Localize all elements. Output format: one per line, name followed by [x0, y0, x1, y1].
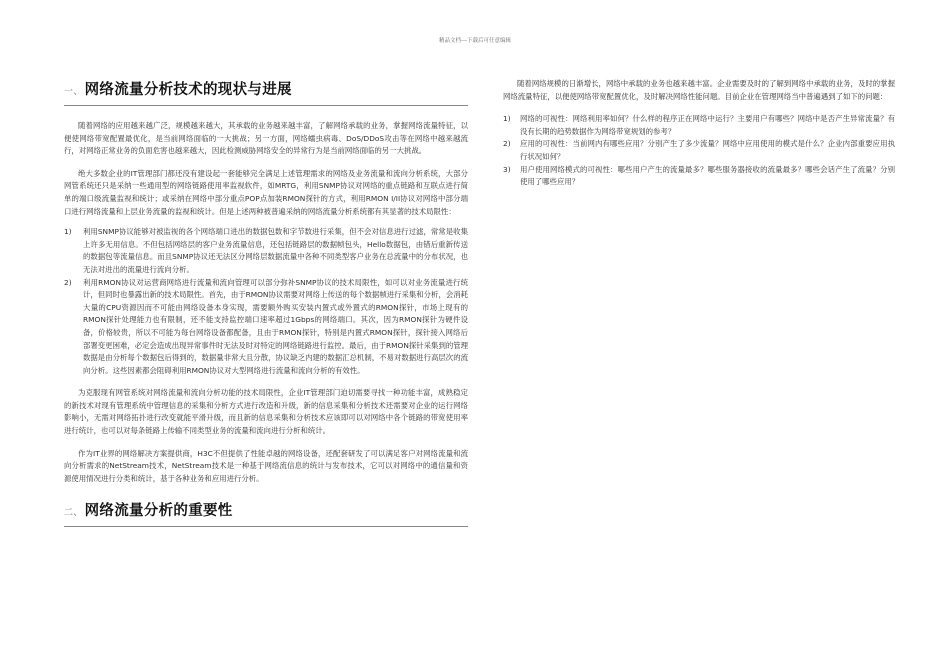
list-marker: 2) — [64, 277, 72, 287]
section-2-number: 二、 — [64, 508, 83, 519]
left-column — [64, 78, 468, 527]
list-item-text: 应用的可视性：当前网内有哪些应用？分别产生了多少流量？网络中应用使用的模式是什么？企业内部重要应用执行状况如何？ — [520, 139, 895, 161]
list-item — [64, 226, 468, 276]
section-1-paragraph-4: 作为IT业界的网络解决方案提供商，H3C不但提供了性能卓越的网络设备，还配套研发了可以满足客户对网络流量和流向分析需求的NetStream技术，NetStream技术是一种基于网络流信息的统计与发布技术，它可以对网络中的通信量和资源使用情况进行分类和统计，基于各种业务和应用进行分析。 — [64, 448, 468, 483]
section-1-heading — [64, 78, 468, 106]
list-item — [503, 113, 895, 138]
list-item-text: 网络的可视性：网络利用率如何？什么样的程序正在网络中运行？主要用户有哪些？网络中是否产生异常流量？有没有长期的趋势数据作为网络带宽规划的参考？ — [520, 114, 895, 136]
section-2-title: 网络流量分析的重要性 — [84, 503, 233, 520]
section-1-title: 网络流量分析技术的现状与进展 — [84, 82, 292, 98]
list-item — [503, 164, 895, 189]
right-paragraph-1: 随着网络规模的日渐增长，网络中承载的业务也越来越丰富。企业需要及时的了解到网络中承载的业务，及时的掌握网络流量特征，以便使网络带宽配置优化，及时解决网络性能问题。目前企业在管理网络当中普遍遇到了如下的问题： — [503, 79, 895, 101]
section-1-paragraph-2: 绝大多数企业的IT管理部门都还没有建设起一套能够完全满足上述管理需求的网络及业务流量和流向分析系统，大部分网管系统还只是采纳一些通用型的网络链路使用率监视软件，如MRTG，利用SNMP协议对网络的重点链路和互联点进行简单的端口级流量监视和统计；或采纳在网络中部分重点POP点加装RMON探针的方式，利用RMON I/II协议对网络中部分端口进行网络流量和上层业务流量的监视和统计。但是上述两种被普遍采纳的网络流量分析系统都有其显著的技术局限性： — [64, 168, 468, 216]
list-item-text: 利用RMON协议对运营商网络进行流量和流向管理可以部分弥补SNMP协议的技术局限性，如可以对业务流量进行统计，但同时也暴露出新的技术局限性。首先，由于RMON协议需要对网络上传送的每个数据帧进行采集和分析，会消耗大量的CPU资源因而不可能由网络设备本身实现，需要额外购买安装内置式或外置式的RMON探针，市场上现有的RMON探针处理能力也有限制，还不能支持监控端口速率超过1Gbps的网络端口。其次，因为RMON探针为硬件设备，价格较贵，所以不可能为每台网络设备都配备，且由于RMON探针，特别是内置式RMON探针，探针接入网络后部署变更困难，必定会造成出现异常事件时无法及时对特定的网络链路进行监控。最后，由于RMON探针采集到的管理数据是由分析每个数据包后得到的，数据量非常大且分散，协议缺乏内建的数据汇总机制，不易对数据进行高层次的流向分析。这些因素都会阻碍利用RMON协议对大型网络进行流量和流向分析的有效性。 — [83, 277, 469, 375]
section-2-heading — [64, 499, 468, 527]
list-marker: 3) — [503, 164, 511, 174]
list-item — [503, 138, 895, 163]
visibility-issues-list — [503, 113, 895, 189]
list-marker: 2) — [503, 139, 511, 149]
section-1-paragraph-3: 为克服现有网管系统对网络流量和流向分析功能的技术局限性，企业IT管理部门迫切需要寻找一种功能丰富，成熟稳定的新技术对现有管理系统中管理信息的采集和分析方式进行改造和升级，新的信息采集和分析技术还需要对企业的运行网络影响小，无需对网络拓扑进行改变就能平滑升级，而且新的信息采集和分析技术应该即可以对网络中各个链路的带宽使用率进行统计，也可以对每条链路上传输不同类型业务的流量和流向进行分析和统计。 — [64, 388, 468, 436]
list-marker: 1) — [64, 227, 72, 237]
list-marker: 1) — [503, 114, 511, 124]
right-column — [503, 78, 895, 189]
section-1-paragraph-1: 随着网络的应用越来越广泛，规模越来越大，其承载的业务越来越丰富，了解网络承载的业务，掌握网络流量特征，以便使网络带宽配置最优化，是当前网络面临的一大挑战；另一方面，网络蠕虫病毒、DoS/DDoS攻击等在网络中越来越流行，对网络正常业务的负面危害也越来越大，因此检测威胁网络安全的异常行为是当前网络面临的另一大挑战。 — [64, 121, 468, 156]
limitations-list — [64, 226, 468, 377]
list-item — [64, 277, 468, 378]
section-1-number: 一、 — [64, 87, 83, 97]
page-header-note: 精品文档---下载后可任意编辑 — [439, 38, 511, 44]
list-item-text: 用户使用网络模式的可视性：哪些用户产生的流量最多？哪些服务器接收的流量最多？哪些会话产生了流量？分别使用了哪些应用？ — [520, 164, 895, 187]
list-item-text: 利用SNMP协议能够对被监视的各个网络端口进出的数据包数和字节数进行采集，但不会对信息进行过滤，常常是收集上许多无用信息。不但包括网络层的客户业务流量信息，还包括链路层的数据帧包头，Hello数据包，由错后重新传送的数据包等流量信息。而且SNMP协议还无法区分网络层数据流量中各种不同类型客户业务在总流量中的分布状况，也无法对进出的流量进行流向分析。 — [83, 227, 468, 274]
